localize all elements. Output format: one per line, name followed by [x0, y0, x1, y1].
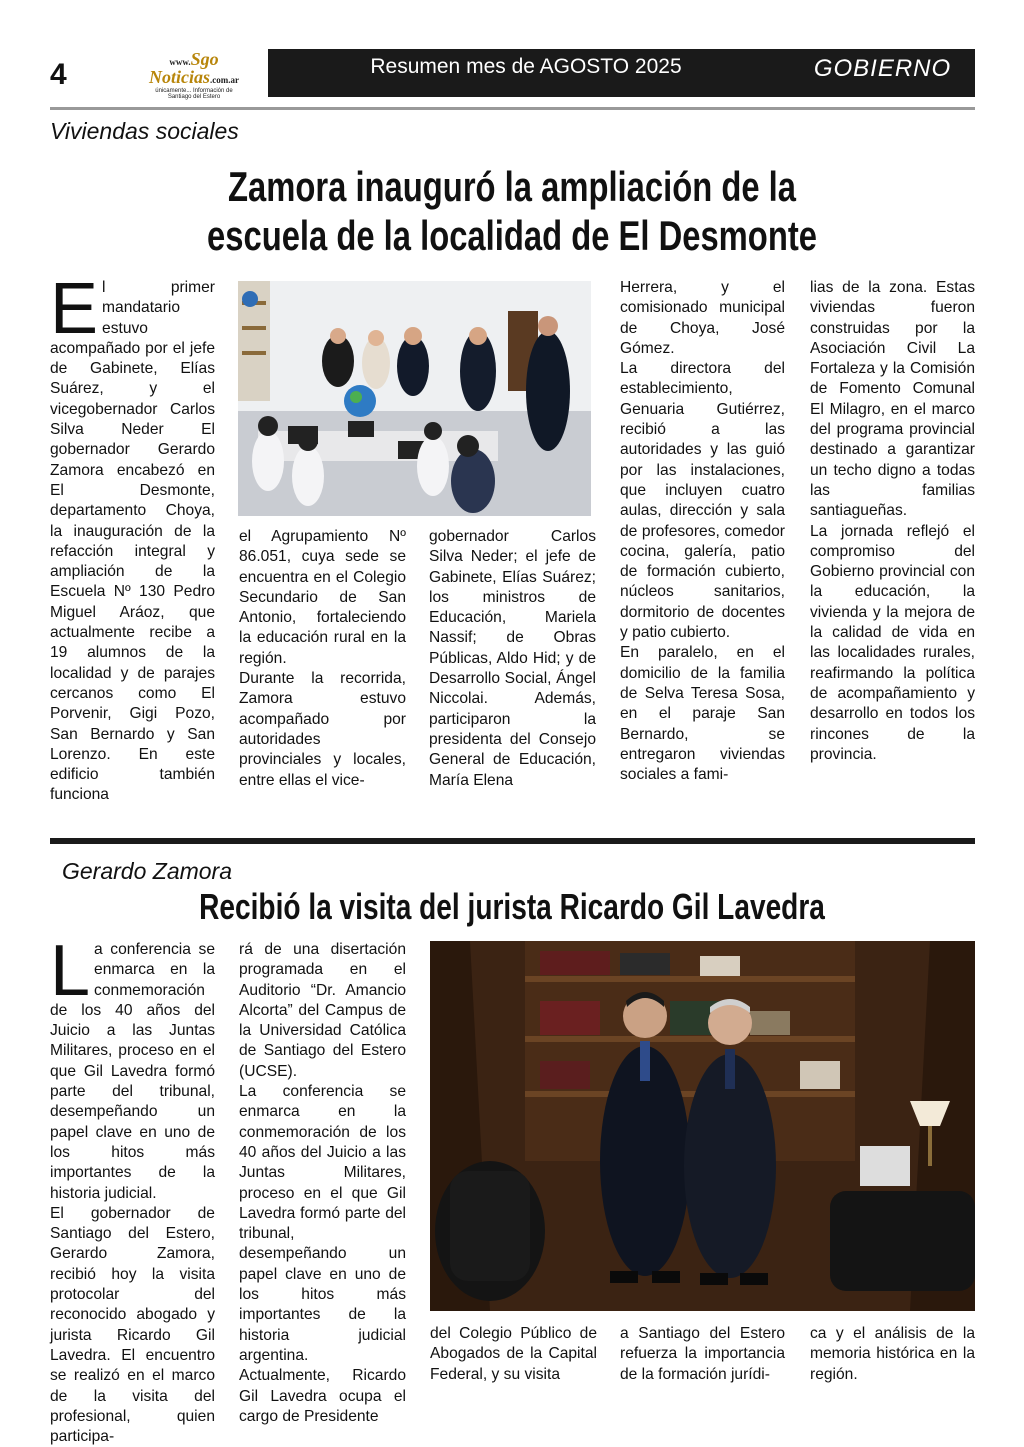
school-photo-image — [238, 281, 591, 516]
article1-col4-p1: Herrera, y el comisionado municipal de Choya, José Gómez. — [620, 279, 785, 357]
article2-dropcap: L — [50, 931, 91, 1011]
article2-col3-text: del Colegio Público de Abogados de la Capital Federal, y su visita — [430, 1325, 597, 1383]
meeting-photo-image — [430, 941, 975, 1311]
article-divider — [50, 838, 975, 844]
article2-col5-text: ca y el análisis de la memoria histórica en la región. — [810, 1325, 975, 1383]
article1-col3-text: gobernador Carlos Silva Neder; el jefe de Gabinete, Elías Suárez; los ministros de Educación, Mariela Nassif; de Obras Públicas, Aldo Hid; y de Desarrollo Social, Ángel Niccolai. Además, participaron la presidenta del Consejo General de Educación, María Elena — [429, 528, 596, 789]
logo-tagline2: Santiago del Estero — [167, 94, 221, 100]
article2-col5 — [810, 1324, 975, 1385]
article2-col2-p3: Actualmente, Ricardo Gil Lavedra ocupa el cargo de Presidente — [239, 1367, 406, 1425]
article2-col4-text: a Santiago del Estero refuerza la importancia de la formación jurídi- — [620, 1325, 785, 1383]
logo-domain: .com.ar — [210, 75, 239, 85]
issue-summary: Resumen mes de AGOSTO 2025 — [370, 55, 682, 78]
logo-name: Sgo Noticias — [149, 49, 219, 87]
page-number: 4 — [50, 58, 67, 91]
logo-www: www. — [169, 57, 191, 67]
article2-kicker: Gerardo Zamora — [62, 858, 233, 884]
article1-headline-line2: escuela de la localidad de El Desmonte — [207, 212, 817, 259]
article1-col4 — [620, 278, 785, 785]
article1-headline-line1: Zamora inauguró la ampliación de la — [228, 163, 796, 210]
article2-col2-p2: La conferencia se enmarca en la conmemoración de los 40 años del Juicio a las Juntas Militares, proceso en el que Gil Lavedra formó parte del tribunal, desempeñando un papel clave en uno de los hitos más importantes de la historia judicial argentina. — [239, 1083, 406, 1364]
logo-tagline: únicamente... Información de — [155, 88, 233, 94]
article1-col5 — [810, 278, 975, 765]
article2-col2 — [239, 940, 406, 1427]
meeting-photo — [430, 941, 975, 1311]
header-rule — [50, 107, 975, 110]
article1-col1 — [50, 269, 215, 806]
article2-col1 — [50, 931, 215, 1447]
article1-col4-p3: En paralelo, en el domicilio de la familia de Selva Teresa Sosa, en el paraje San Bernardo, se entregaron viviendas sociales a fami- — [620, 644, 785, 784]
article2-col1-p1: a conferencia se enmarca en la conmemoración de los 40 años del Juicio a las Juntas Militares, proceso en el que Gil Lavedra formó parte del tribunal, desempeñando un papel clave en uno de los hitos más importantes de la historia judicial. — [50, 941, 215, 1202]
article1-col2-p2: Durante la recorrida, Zamora estuvo acompañado por autoridades provinciales y locales, entre ellas el vice- — [239, 670, 406, 789]
article1-dropcap: E — [50, 269, 99, 349]
article2-col2-p1: rá de una disertación programada en el Auditorio “Dr. Amancio Alcorta” del Campus de la Universidad Católica de Santiago del Estero (UCSE). — [239, 941, 406, 1080]
article2-headline: Recibió la visita del jurista Ricardo Gil Lavedra — [199, 886, 825, 927]
article1-col5-p1: lias de la zona. Estas viviendas fueron construidas por la Asociación Civil La Fortaleza y la Comisión de Fomento Comunal El Milagro, en el marco del programa provincial destinado a garantizar un techo digno a todas las familias santiagueñas. — [810, 279, 975, 520]
article1-col2 — [239, 527, 406, 791]
article2-col1-p2: El gobernador de Santiago del Estero, Gerardo Zamora, recibió hoy la visita protocolar del reconocido abogado y jurista Ricardo Gil Lavedra. El encuentro se realizó en el marco de la visita del profesional, quien participa- — [50, 1204, 215, 1446]
article2-col4 — [620, 1324, 785, 1385]
article1-col4-p2: La directora del establecimiento, Genuaria Gutiérrez, recibió a las autoridades y las guió por las instalaciones, que incluyen cuatro aulas, dirección y sala de profesores, comedor cocina, galería, patio de formación cubierto, núcleos sanitarios, dormitorio de docentes y patio cubierto. — [620, 360, 785, 642]
article1-col5-p2: La jornada reflejó el compromiso del Gobierno provincial con la educación, la vivienda y la mejora de la calidad de vida en las localidades rurales, reafirmando la política de acompañamiento y desarrollo en todos los rincones de la provincia. — [810, 522, 975, 763]
section-label: GOBIERNO — [813, 55, 952, 82]
article1-col1-text: l primer mandatario estuvo acompañado por el jefe de Gabinete, Elías Suárez, y el vicegobernador Carlos Silva Neder El gobernador Gerardo Zamora encabezó en El Desmonte, departamento Choya, la inauguración de la refacción integral y ampliación de la Escuela Nº 130 Pedro Miguel Aráoz, que actualmente recibe a 19 alumnos de la localidad y de parajes cercanos como El Porvenir, Gigi Pozo, San Bernardo y San Lorenzo. En este edificio también funciona — [50, 279, 215, 804]
school-photo — [238, 281, 591, 516]
logo — [124, 49, 264, 100]
article2-col3 — [430, 1324, 597, 1385]
article1-col2-p1: el Agrupamiento Nº 86.051, cuya sede se encuentra en el Colegio Secundario de San Antonio, fortaleciendo la educación rural en la región. — [239, 528, 406, 667]
article1-headline — [122, 162, 902, 260]
article1-col3 — [429, 527, 596, 791]
article1-kicker: Viviendas sociales — [50, 118, 239, 144]
